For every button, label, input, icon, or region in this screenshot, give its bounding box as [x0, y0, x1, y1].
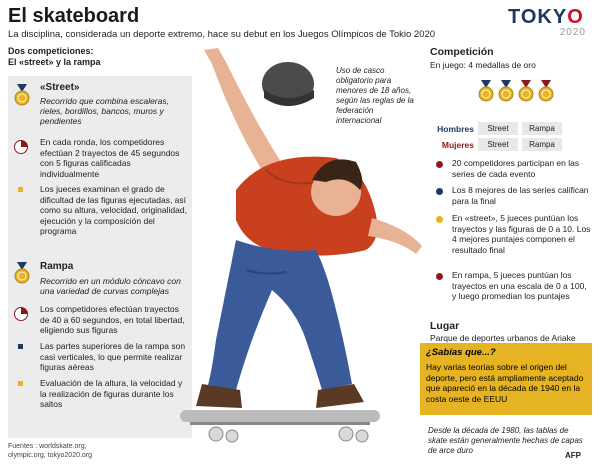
women-row — [430, 138, 562, 151]
rampa-evaluation-text: Evaluación de la altura, la velocidad y la realización de figuras durante los saltos — [40, 378, 183, 409]
gold-medal-icon — [14, 262, 30, 284]
dot-bullet-icon — [436, 216, 443, 223]
street-judges-text: Los jueces examinan el grado de dificultad de las figuras ejecutadas, así como su altura, velocidad, originalidad, ejecución y la composición del programa — [40, 184, 187, 236]
tokyo-2020-logo — [508, 6, 590, 40]
gold-medal-icon — [538, 80, 554, 102]
square-bullet-icon — [18, 381, 23, 386]
dot-bullet-icon — [436, 273, 443, 280]
afp-logo: AFP — [565, 451, 581, 460]
intro-line2: El «street» y la rampa — [8, 57, 101, 67]
competition-bullet-4: En rampa, 5 jueces puntúan los trayectos en una escala de 0 a 100, y luego promedian los puntajes — [452, 270, 587, 301]
competition-title: Competición — [430, 46, 494, 58]
page-subtitle: La disciplina, considerada un deporte extremo, hace su debut en los Juegos Olímpicos de Tokio 2020 — [8, 29, 436, 40]
women-label: Mujeres — [441, 139, 474, 150]
competition-bullet-1: 20 competidores participan en las series de cada evento — [452, 158, 580, 179]
sources-line2: olympic.org, tokyo2020.org — [8, 452, 93, 459]
medal-row — [478, 80, 554, 102]
clock-icon — [14, 140, 28, 154]
street-cell: Street — [478, 122, 518, 135]
clock-icon — [14, 307, 28, 321]
helmet-note: Uso de casco obligatorio para menores de 18 años, según las reglas de la federación internacional — [336, 66, 414, 125]
rampa-time-text: Los competidores efectúan trayectos de 40 a 60 segundos, en total libertad, eligiendo sus figuras — [40, 304, 185, 335]
men-row — [430, 122, 562, 135]
square-bullet-icon — [18, 344, 23, 349]
gold-medal-icon — [498, 80, 514, 102]
page-title: El skateboard — [8, 5, 140, 27]
gold-medal-icon — [14, 84, 30, 106]
rampa-title: Rampa — [40, 261, 74, 272]
intro-line1: Dos competiciones: — [8, 46, 94, 56]
rampa-vertical-text: Las partes superiores de la rampa son casi verticales, lo que permite realizar figuras aéreas — [40, 341, 186, 372]
competition-bullet-3: En «street», 5 jueces puntúan los trayectos y las figuras de 0 a 10. Los 4 mejores puntajes componen el resultado final — [452, 213, 591, 255]
lugar-text: Parque de deportes urbanos de Ariake — [430, 333, 576, 343]
did-you-know-title: ¿Sabías que...? — [426, 347, 496, 358]
street-title: «Street» — [40, 82, 80, 93]
street-cell: Street — [478, 138, 518, 151]
rampa-cell: Rampa — [522, 122, 562, 135]
logo-word: TOKYO — [508, 6, 584, 28]
street-rounds-text: En cada ronda, los competidores efectúan 2 trayectos de 45 segundos con 5 figuras calificadas individualmente — [40, 137, 180, 179]
men-label: Hombres — [437, 123, 474, 134]
competition-subtitle: En juego: 4 medallas de oro — [430, 60, 536, 70]
logo-year: 2020 — [559, 27, 586, 38]
gold-medal-icon — [518, 80, 534, 102]
sources-line1: Fuentes : worldskate.org, — [8, 443, 87, 450]
sources — [8, 442, 92, 460]
gold-medal-icon — [478, 80, 494, 102]
rampa-description: Recorrido en un módulo cóncavo con una variedad de curvas complejas — [40, 276, 181, 296]
street-description: Recorrido que combina escaleras, rieles, bordillos, bancos, muros y pendientes — [40, 96, 169, 126]
did-you-know-box — [420, 343, 592, 415]
dot-bullet-icon — [436, 161, 443, 168]
board-note: Desde la década de 1980, las tablas de skate están generalmente hechas de capas de arce duro — [428, 426, 583, 455]
square-bullet-icon — [18, 187, 23, 192]
dot-bullet-icon — [436, 188, 443, 195]
did-you-know-text: Hay varias teorías sobre el origen del deporte, pero está ampliamente aceptado que apareció en la década de 1940 en la costa oeste de EEUU — [426, 362, 584, 404]
competition-bullet-2: Los 8 mejores de las series califican para la final — [452, 185, 589, 206]
lugar-title: Lugar — [430, 320, 460, 332]
rampa-cell: Rampa — [522, 138, 562, 151]
